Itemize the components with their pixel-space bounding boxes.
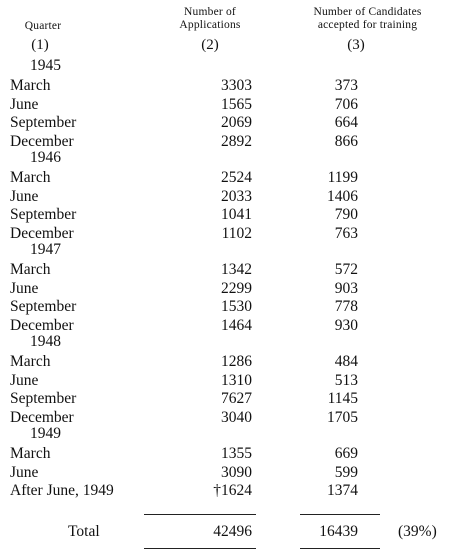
- table-row: [0, 113, 450, 133]
- quarter-cell: December: [10, 132, 74, 150]
- quarter-cell: December: [10, 316, 74, 334]
- quarter-cell: March: [10, 169, 51, 186]
- quarter-cell: March: [10, 261, 51, 278]
- table-row: [0, 371, 450, 391]
- quarter-cell: December: [10, 224, 74, 242]
- table-row: [0, 132, 450, 152]
- accepted-cell: 484: [334, 353, 358, 370]
- accepted-cell: 1406: [327, 187, 358, 205]
- quarter-cell: March: [10, 445, 51, 462]
- year-heading: 1949: [30, 425, 61, 442]
- accepted-cell: 706: [334, 95, 358, 113]
- accepted-cell: 1374: [327, 482, 358, 499]
- total-rule-top-accepted: [300, 514, 380, 515]
- accepted-cell: 572: [334, 261, 358, 278]
- column-number-1: (1): [31, 37, 49, 53]
- accepted-cell: 903: [334, 279, 358, 297]
- applications-cell: 1310: [221, 371, 252, 389]
- accepted-title-line2: accepted for training: [317, 19, 418, 31]
- applications-cell: 2299: [221, 279, 252, 297]
- quarter-cell: September: [10, 114, 77, 131]
- applications-cell: 1565: [221, 95, 252, 113]
- total-rule-bottom-accepted: [300, 548, 380, 549]
- applications-cell: 7627: [221, 390, 252, 407]
- table-row: [0, 481, 450, 501]
- applications-cell: 3090: [221, 463, 252, 481]
- accepted-cell: 1705: [327, 408, 358, 426]
- quarter-cell: March: [10, 353, 51, 370]
- applications-cell: 3040: [221, 408, 252, 426]
- year-heading: 1945: [30, 57, 61, 74]
- accepted-title-line1: Number of Candidates: [313, 6, 422, 18]
- quarter-cell: September: [10, 390, 77, 407]
- table-row: [0, 463, 450, 483]
- table-row: [0, 76, 450, 96]
- accepted-cell: 790: [334, 206, 358, 223]
- applications-cell: 1342: [221, 261, 252, 278]
- accepted-cell: 763: [334, 224, 358, 242]
- accepted-cell: 669: [334, 445, 358, 462]
- applications-cell: †1624: [213, 482, 252, 499]
- total-rule-bottom-applications: [144, 548, 256, 549]
- table-row: [0, 95, 450, 115]
- year-heading: 1946: [30, 149, 61, 166]
- total-applications: 42496: [213, 523, 252, 540]
- column-number-2: (2): [201, 37, 219, 53]
- table-row: [0, 168, 450, 188]
- table-row: [0, 224, 450, 244]
- quarter-cell: September: [10, 206, 77, 223]
- table-row: [0, 279, 450, 299]
- accepted-cell: 664: [334, 114, 358, 131]
- applications-cell: 3303: [221, 77, 252, 94]
- applications-cell: 2524: [221, 169, 252, 186]
- applications-cell: 2033: [221, 187, 252, 205]
- accepted-cell: 778: [334, 298, 358, 315]
- table-row: [0, 352, 450, 372]
- applications-cell: 1355: [221, 445, 252, 462]
- quarter-cell: June: [10, 95, 39, 113]
- applications-title-line1: Number of: [184, 6, 236, 18]
- year-heading: 1947: [30, 241, 61, 258]
- applications-title-line2: Applications: [179, 19, 241, 31]
- table-row: [0, 316, 450, 336]
- accepted-cell: 513: [334, 371, 358, 389]
- applications-cell: 1464: [221, 316, 252, 334]
- total-rule-top-applications: [144, 514, 256, 515]
- total-accepted: 16439: [319, 523, 358, 540]
- applications-cell: 1530: [221, 298, 252, 315]
- total-percent: (39%): [398, 523, 437, 540]
- quarter-cell: June: [10, 371, 39, 389]
- quarter-cell: December: [10, 408, 74, 426]
- table-row: [0, 205, 450, 225]
- accepted-cell: 1199: [327, 169, 358, 186]
- quarter-cell: June: [10, 187, 39, 205]
- accepted-cell: 599: [334, 463, 358, 481]
- accepted-cell: 1145: [327, 390, 358, 407]
- table-row: [0, 187, 450, 207]
- quarter-cell: September: [10, 298, 77, 315]
- quarter-cell: After June, 1949: [10, 482, 114, 499]
- applications-cell: 1286: [221, 353, 252, 370]
- applications-cell: 2892: [221, 132, 252, 150]
- table-row: [0, 444, 450, 464]
- year-heading: 1948: [30, 333, 61, 350]
- accepted-cell: 373: [334, 77, 358, 94]
- applications-cell: 2069: [221, 114, 252, 131]
- quarter-cell: March: [10, 77, 51, 94]
- total-row: [0, 521, 450, 543]
- total-label: Total: [68, 523, 100, 540]
- accepted-cell: 866: [334, 132, 358, 150]
- quarter-cell: June: [10, 279, 39, 297]
- table-row: [0, 408, 450, 428]
- accepted-cell: 930: [334, 316, 358, 334]
- quarter-column-title: Quarter: [24, 20, 62, 32]
- quarter-cell: June: [10, 463, 39, 481]
- table-row: [0, 297, 450, 317]
- table-row: [0, 260, 450, 280]
- applications-cell: 1041: [221, 206, 252, 223]
- applications-cell: 1102: [221, 224, 252, 242]
- column-number-3: (3): [347, 37, 365, 53]
- table-row: [0, 389, 450, 409]
